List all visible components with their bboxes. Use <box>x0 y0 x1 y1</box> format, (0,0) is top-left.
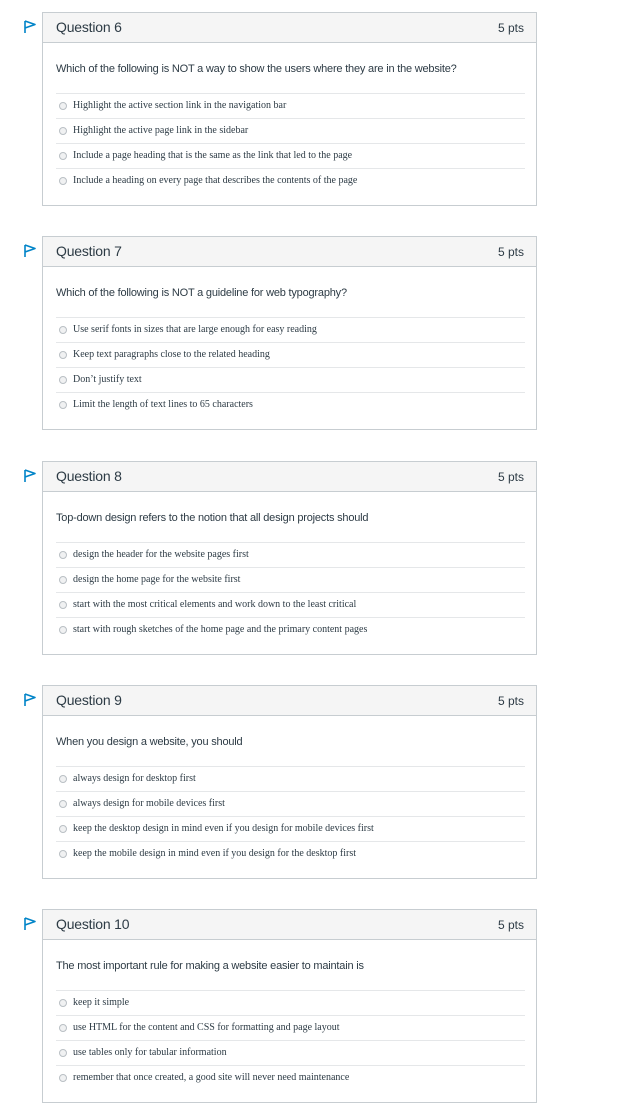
radio-button[interactable] <box>59 1074 67 1082</box>
answer-option[interactable] <box>56 342 525 367</box>
question-title: Question 10 <box>56 916 130 932</box>
answer-label[interactable]: use HTML for the content and CSS for formatting and page layout <box>73 1022 340 1033</box>
radio-button[interactable] <box>59 127 67 135</box>
answer-label[interactable]: remember that once created, a good site will never need maintenance <box>73 1072 350 1083</box>
answer-list <box>56 542 525 642</box>
radio-button[interactable] <box>59 1049 67 1057</box>
answer-list <box>56 990 525 1090</box>
answer-option[interactable] <box>56 542 525 567</box>
question-header <box>43 686 536 716</box>
answer-label[interactable]: always design for desktop first <box>73 773 196 784</box>
question-title: Question 9 <box>56 692 122 708</box>
answer-option[interactable] <box>56 1065 525 1090</box>
answer-option[interactable] <box>56 766 525 791</box>
answer-list <box>56 317 525 417</box>
answer-option[interactable] <box>56 567 525 592</box>
answer-option[interactable] <box>56 592 525 617</box>
radio-button[interactable] <box>59 825 67 833</box>
answer-label[interactable]: keep it simple <box>73 997 130 1008</box>
flag-icon[interactable] <box>23 917 37 931</box>
answer-list <box>56 93 525 193</box>
radio-button[interactable] <box>59 326 67 334</box>
answer-label[interactable]: keep the mobile design in mind even if you design for the desktop first <box>73 848 356 859</box>
question-points: 5 pts <box>497 470 524 484</box>
question-card <box>42 909 537 1103</box>
question-7 <box>0 236 639 444</box>
question-points: 5 pts <box>497 21 524 35</box>
radio-button[interactable] <box>59 401 67 409</box>
question-6 <box>0 12 639 220</box>
radio-button[interactable] <box>59 999 67 1007</box>
question-text: Which of the following is NOT a guideline for web typography? <box>56 287 347 299</box>
answer-label[interactable]: Limit the length of text lines to 65 characters <box>73 399 253 410</box>
question-title: Question 7 <box>56 243 122 259</box>
radio-button[interactable] <box>59 177 67 185</box>
answer-label[interactable]: always design for mobile devices first <box>73 798 225 809</box>
answer-label[interactable]: Don’t justify text <box>73 374 142 385</box>
radio-button[interactable] <box>59 626 67 634</box>
radio-button[interactable] <box>59 1024 67 1032</box>
answer-label[interactable]: design the home page for the website first <box>73 574 241 585</box>
answer-option[interactable] <box>56 791 525 816</box>
question-card <box>42 461 537 655</box>
answer-option[interactable] <box>56 816 525 841</box>
question-header <box>43 910 536 940</box>
question-text: The most important rule for making a website easier to maintain is <box>56 960 364 972</box>
radio-button[interactable] <box>59 800 67 808</box>
radio-button[interactable] <box>59 102 67 110</box>
answer-label[interactable]: use tables only for tabular information <box>73 1047 227 1058</box>
answer-label[interactable]: keep the desktop design in mind even if you design for mobile devices first <box>73 823 374 834</box>
answer-list <box>56 766 525 866</box>
question-card <box>42 685 537 879</box>
answer-label[interactable]: Keep text paragraphs close to the related heading <box>73 349 270 360</box>
answer-label[interactable]: Include a heading on every page that describes the contents of the page <box>73 175 358 186</box>
question-header <box>43 462 536 492</box>
question-10 <box>0 909 639 1117</box>
answer-option[interactable] <box>56 93 525 118</box>
question-text: When you design a website, you should <box>56 736 243 748</box>
question-points: 5 pts <box>497 918 524 932</box>
answer-option[interactable] <box>56 118 525 143</box>
question-card <box>42 12 537 206</box>
answer-option[interactable] <box>56 392 525 417</box>
radio-button[interactable] <box>59 576 67 584</box>
flag-icon[interactable] <box>23 244 37 258</box>
question-points: 5 pts <box>497 694 524 708</box>
question-9 <box>0 685 639 893</box>
question-title: Question 6 <box>56 19 122 35</box>
radio-button[interactable] <box>59 351 67 359</box>
radio-button[interactable] <box>59 775 67 783</box>
question-title: Question 8 <box>56 468 122 484</box>
question-card <box>42 236 537 430</box>
question-header <box>43 13 536 43</box>
answer-option[interactable] <box>56 841 525 866</box>
answer-option[interactable] <box>56 168 525 193</box>
answer-option[interactable] <box>56 143 525 168</box>
question-header <box>43 237 536 267</box>
flag-icon[interactable] <box>23 20 37 34</box>
answer-label[interactable]: start with rough sketches of the home page and the primary content pages <box>73 624 368 635</box>
answer-label[interactable]: start with the most critical elements and work down to the least critical <box>73 599 357 610</box>
answer-option[interactable] <box>56 1040 525 1065</box>
question-text: Top-down design refers to the notion that all design projects should <box>56 512 369 524</box>
answer-label[interactable]: design the header for the website pages first <box>73 549 249 560</box>
answer-option[interactable] <box>56 990 525 1015</box>
question-8 <box>0 461 639 669</box>
question-text: Which of the following is NOT a way to show the users where they are in the website? <box>56 63 457 75</box>
flag-icon[interactable] <box>23 469 37 483</box>
flag-icon[interactable] <box>23 693 37 707</box>
answer-option[interactable] <box>56 317 525 342</box>
radio-button[interactable] <box>59 152 67 160</box>
radio-button[interactable] <box>59 376 67 384</box>
answer-label[interactable]: Use serif fonts in sizes that are large enough for easy reading <box>73 324 317 335</box>
radio-button[interactable] <box>59 601 67 609</box>
answer-option[interactable] <box>56 1015 525 1040</box>
answer-label[interactable]: Highlight the active page link in the sidebar <box>73 125 249 136</box>
answer-label[interactable]: Include a page heading that is the same as the link that led to the page <box>73 150 353 161</box>
answer-label[interactable]: Highlight the active section link in the navigation bar <box>73 100 287 111</box>
answer-option[interactable] <box>56 367 525 392</box>
answer-option[interactable] <box>56 617 525 642</box>
radio-button[interactable] <box>59 850 67 858</box>
radio-button[interactable] <box>59 551 67 559</box>
question-points: 5 pts <box>497 245 524 259</box>
